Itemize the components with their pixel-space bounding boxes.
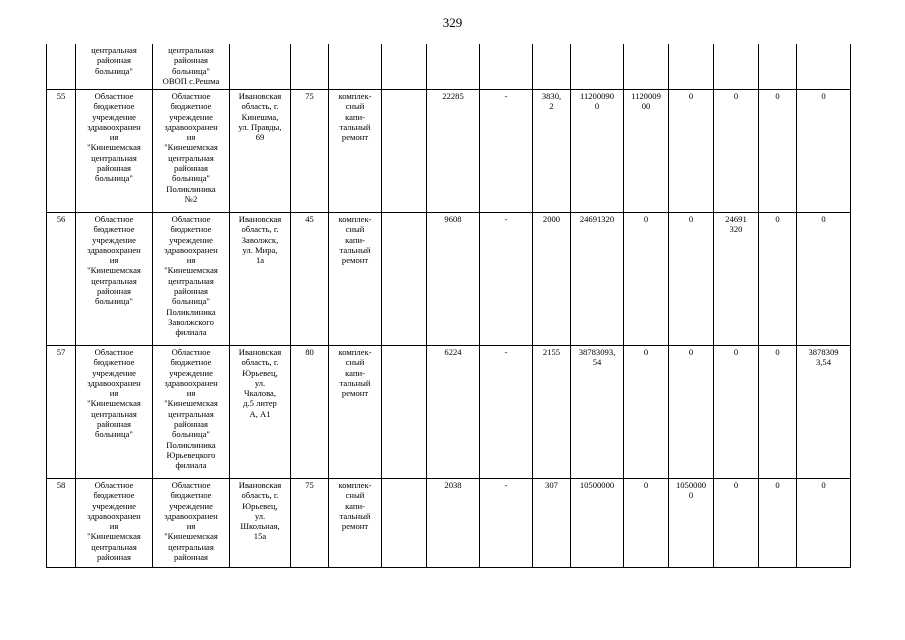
cell-institution: Областное бюджетное учреждение здравоохранен ия "Кинешемская центральная районная больница" — [76, 346, 153, 479]
cell-area: 6224 — [427, 346, 480, 479]
cell-year-2: 0 — [669, 346, 714, 479]
cell-work-type: комплек- сный капи- тальный ремонт — [329, 479, 382, 568]
page-number: 329 — [442, 15, 463, 30]
cell-work-type: комплек- сный капи- тальный ремонт — [329, 90, 382, 213]
cell-year-2: 0 — [669, 213, 714, 346]
cell-year-1: 0 — [624, 346, 669, 479]
cell-year-5: 0 — [797, 479, 851, 568]
cell-wear — [291, 44, 329, 90]
cell-work-type: комплек- сный капи- тальный ремонт — [329, 213, 382, 346]
cell-object: Областное бюджетное учреждение здравоохранен ия "Кинешемская центральная районная больница" Поликлиника Юрьевецкого филиала — [153, 346, 230, 479]
cell-col9: 3830, 2 — [533, 90, 571, 213]
cell-col8 — [480, 44, 533, 90]
cell-col9: 2155 — [533, 346, 571, 479]
cell-wear: 80 — [291, 346, 329, 479]
cell-year-1: 0 — [624, 213, 669, 346]
table-row — [47, 90, 851, 213]
table-row — [47, 346, 851, 479]
cell-institution: Областное бюджетное учреждение здравоохранен ия "Кинешемская центральная районная больница" — [76, 90, 153, 213]
cell-col6 — [382, 346, 427, 479]
cell-object: Областное бюджетное учреждение здравоохранен ия "Кинешемская центральная районная больница" Поликлиника Заволжского филиала — [153, 213, 230, 346]
cell-year-4 — [759, 44, 797, 90]
cell-area: 22285 — [427, 90, 480, 213]
table-row-continuation — [47, 44, 851, 90]
cell-col8: - — [480, 346, 533, 479]
cell-year-2: 0 — [669, 90, 714, 213]
cell-object: Областное бюджетное учреждение здравоохранен ия "Кинешемская центральная районная больница" Поликлиника №2 — [153, 90, 230, 213]
cell-col8: - — [480, 479, 533, 568]
cell-year-3: 0 — [714, 479, 759, 568]
cell-institution: Областное бюджетное учреждение здравоохранен ия "Кинешемская центральная районная — [76, 479, 153, 568]
cell-col6 — [382, 479, 427, 568]
cell-year-4: 0 — [759, 479, 797, 568]
cell-address: Ивановская область, г. Юрьевец, ул. Школьная, 15а — [230, 479, 291, 568]
cell-col9: 307 — [533, 479, 571, 568]
cell-address: Ивановская область, г. Заволжск, ул. Мира, 1а — [230, 213, 291, 346]
cell-col6 — [382, 213, 427, 346]
cell-year-4: 0 — [759, 213, 797, 346]
cell-cost: 10500000 — [571, 479, 624, 568]
cell-year-5: 0 — [797, 213, 851, 346]
cell-wear: 75 — [291, 90, 329, 213]
cell-address — [230, 44, 291, 90]
cell-year-4: 0 — [759, 90, 797, 213]
cell-col9: 2000 — [533, 213, 571, 346]
cell-year-2 — [669, 44, 714, 90]
cell-cost: 24691320 — [571, 213, 624, 346]
cell-col6 — [382, 90, 427, 213]
cell-num: 57 — [47, 346, 76, 479]
cell-year-5: 3878309 3,54 — [797, 346, 851, 479]
table-row — [47, 213, 851, 346]
cell-col6 — [382, 44, 427, 90]
cell-year-3: 0 — [714, 90, 759, 213]
cell-col8: - — [480, 213, 533, 346]
cell-col9 — [533, 44, 571, 90]
cell-object: Областное бюджетное учреждение здравоохранен ия "Кинешемская центральная районная — [153, 479, 230, 568]
cell-num — [47, 44, 76, 90]
cell-area — [427, 44, 480, 90]
cell-address: Ивановская область, г. Кинешма, ул. Правды, 69 — [230, 90, 291, 213]
cell-col8: - — [480, 90, 533, 213]
cell-year-4: 0 — [759, 346, 797, 479]
cell-year-1 — [624, 44, 669, 90]
cell-institution: центральная районная больница" — [76, 44, 153, 90]
cell-object: центральная районная больница" ОВОП с.Решма — [153, 44, 230, 90]
cell-year-5 — [797, 44, 851, 90]
cell-wear: 75 — [291, 479, 329, 568]
cell-cost — [571, 44, 624, 90]
cell-institution: Областное бюджетное учреждение здравоохранен ия "Кинешемская центральная районная больница" — [76, 213, 153, 346]
cell-year-5: 0 — [797, 90, 851, 213]
table-row — [47, 479, 851, 568]
cell-cost: 38783093, 54 — [571, 346, 624, 479]
cell-work-type — [329, 44, 382, 90]
facilities-table — [46, 44, 851, 568]
cell-year-1: 1120009 00 — [624, 90, 669, 213]
cell-num: 58 — [47, 479, 76, 568]
cell-address: Ивановская область, г. Юрьевец, ул. Чкалова, д.5 литер А, А1 — [230, 346, 291, 479]
cell-cost: 11200090 0 — [571, 90, 624, 213]
cell-num: 55 — [47, 90, 76, 213]
cell-area: 9608 — [427, 213, 480, 346]
cell-wear: 45 — [291, 213, 329, 346]
cell-area: 2038 — [427, 479, 480, 568]
cell-year-3: 0 — [714, 346, 759, 479]
cell-year-3 — [714, 44, 759, 90]
cell-year-1: 0 — [624, 479, 669, 568]
cell-num: 56 — [47, 213, 76, 346]
cell-year-2: 1050000 0 — [669, 479, 714, 568]
cell-year-3: 24691 320 — [714, 213, 759, 346]
cell-work-type: комплек- сный капи- тальный ремонт — [329, 346, 382, 479]
